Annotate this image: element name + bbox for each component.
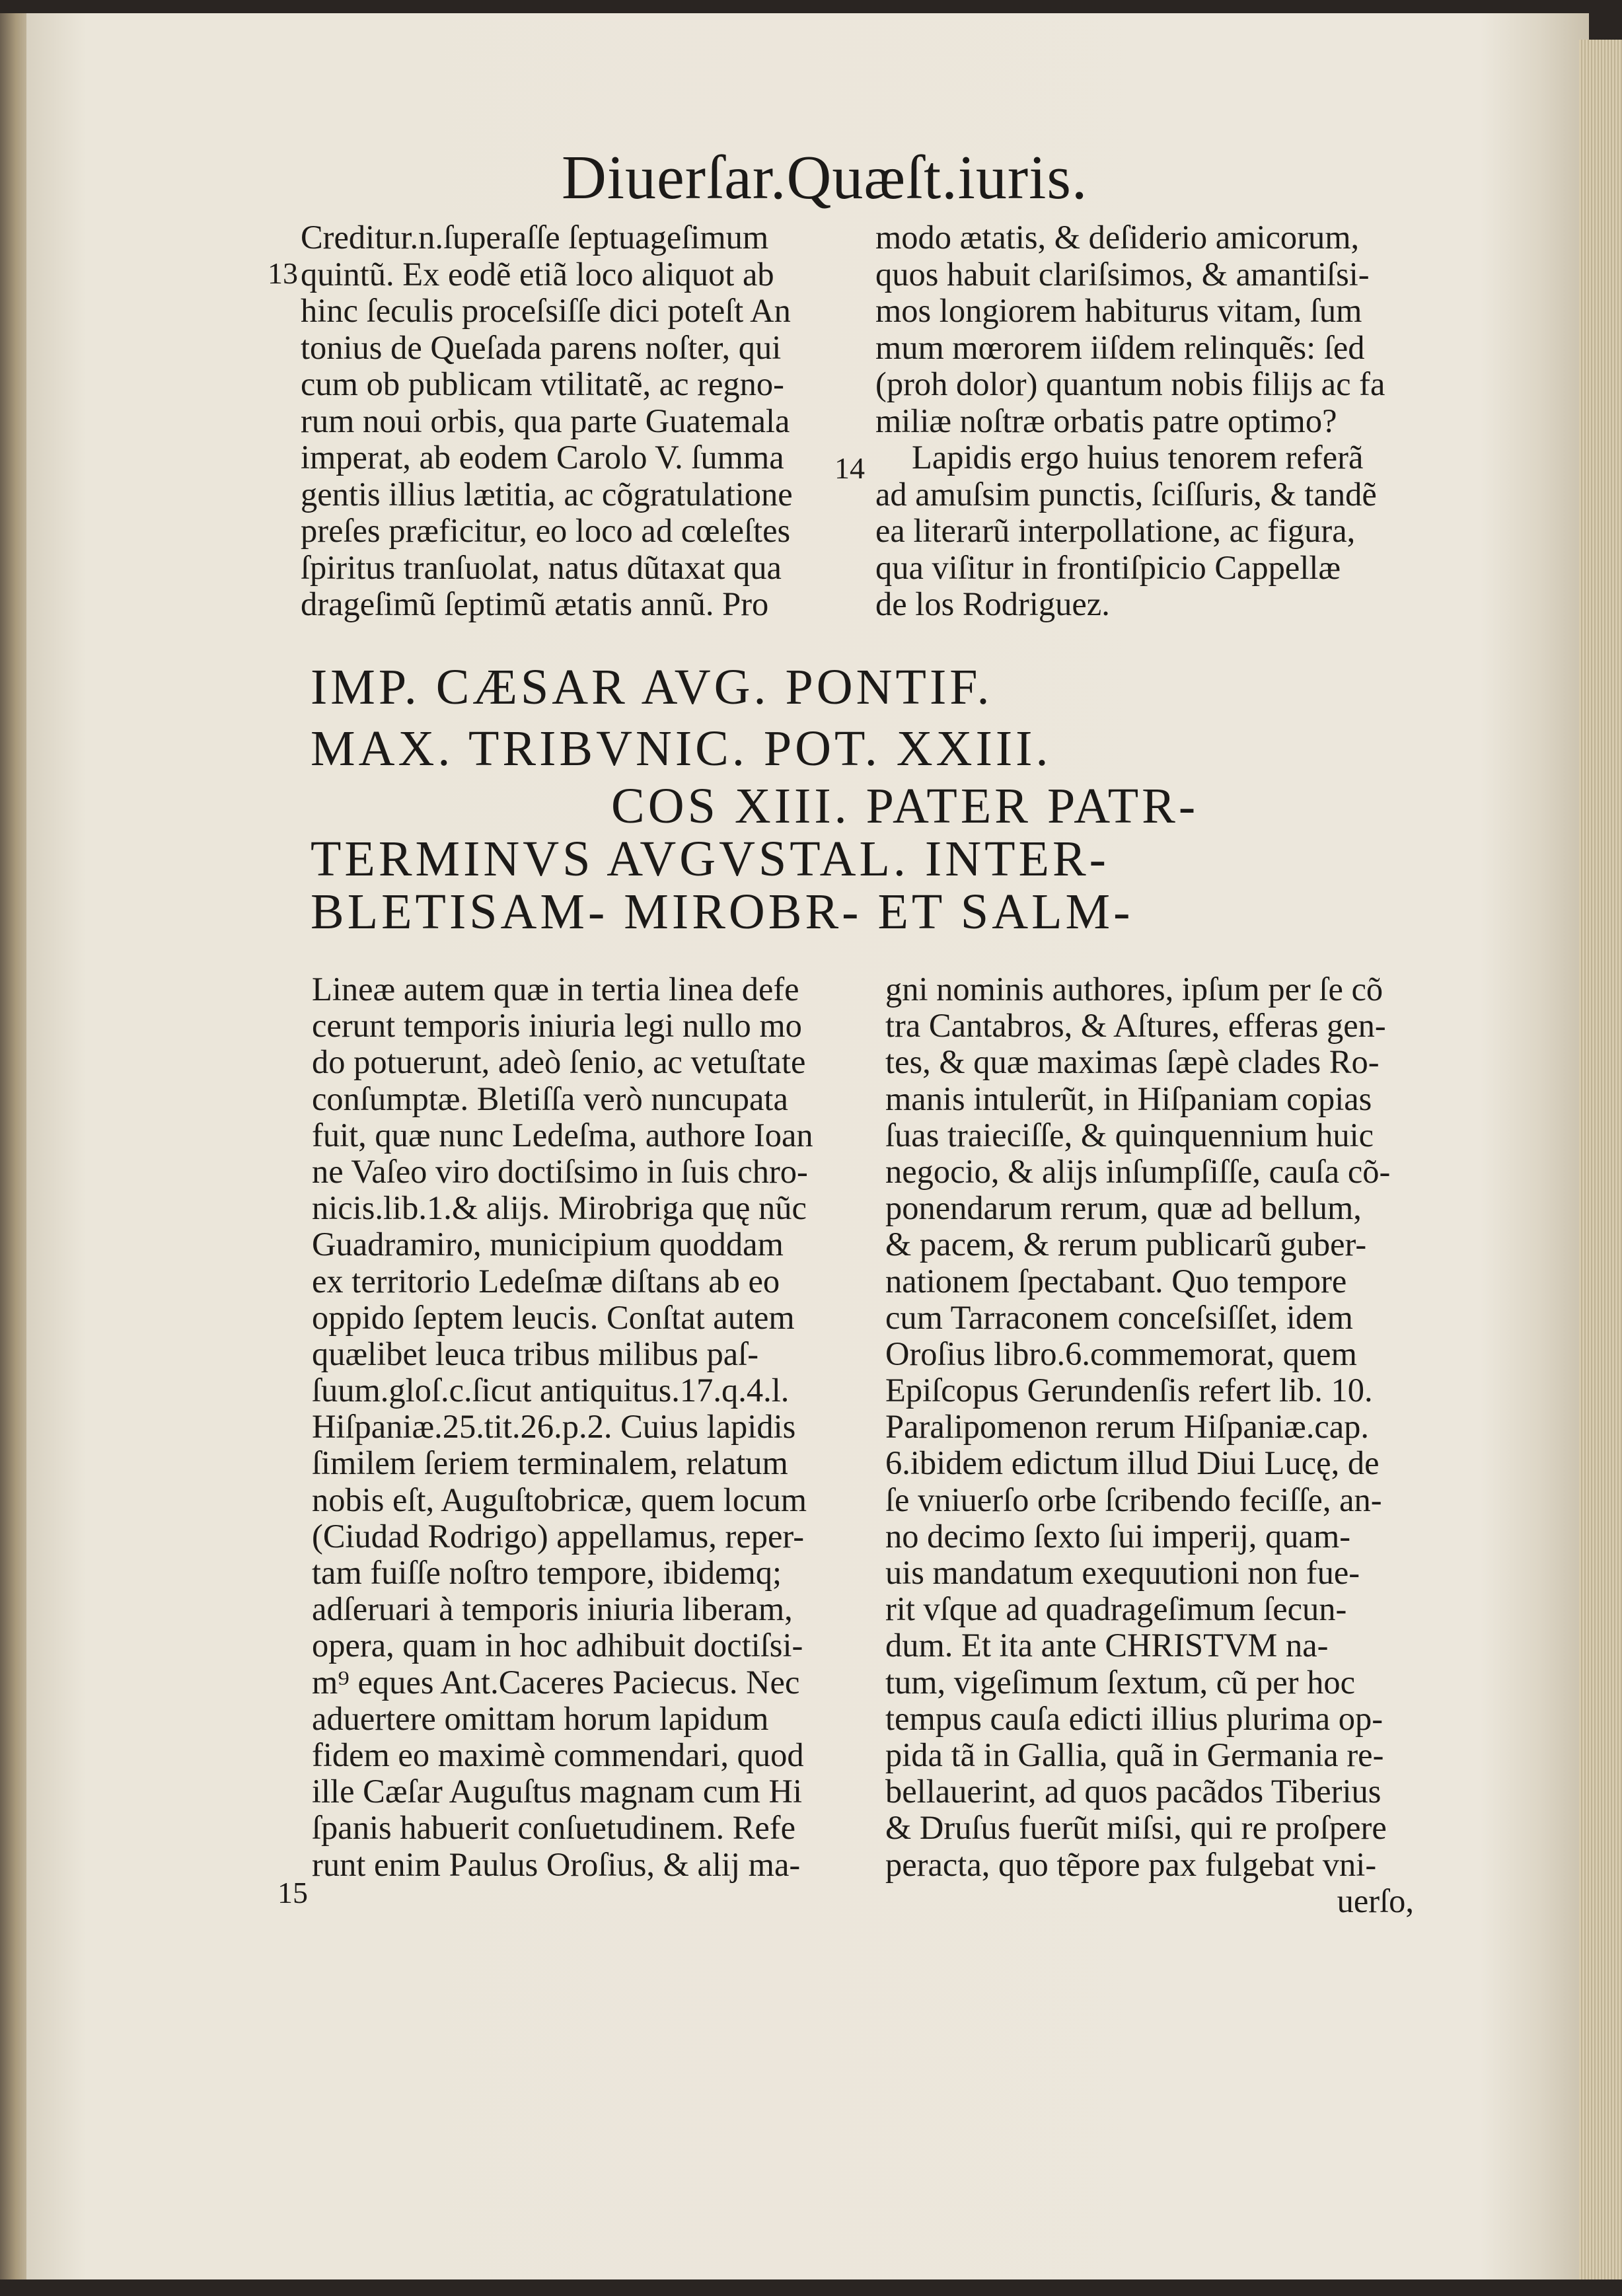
margin-number: 13 [268,256,298,290]
text-line: conſumptæ. Bletiſſa verò nuncupata [312,1080,788,1117]
upper-left-column [301,219,793,623]
text-line: tempus cauſa edicti illius plurima op- [885,1699,1383,1737]
text-line: Creditur.n.ſuperaſſe ſeptuageſimum [301,219,769,256]
inscription-line: COS XIII. PATER PATR- [611,778,1199,834]
text-line: (Ciudad Rodrigo) appellamus, reper- [312,1517,805,1555]
text-line: oppido ſeptem leucis. Conſtat autem [312,1298,795,1336]
text-line: & pacem, & rerum publicarũ guber- [885,1226,1367,1263]
text-line: opera, quam in hoc adhibuit doctiſsi- [312,1627,803,1664]
text-line: ſpiritus tranſuolat, natus dũtaxat qua [301,548,782,586]
text-line: cerunt temporis iniuria legi nullo mo [312,1007,802,1045]
text-line: m⁹ eques Ant.Caceres Paciecus. Nec [312,1663,800,1701]
text-line: rit vſque ad quadrageſimum ſecun- [885,1590,1347,1628]
text-line: & Druſus fuerũt miſsi, qui re proſpere [885,1809,1387,1847]
text-line: ſuum.gloſ.c.ſicut antiquitus.17.q.4.l. [312,1372,790,1409]
text-line: imperat, ab eodem Carolo V. ſumma [301,439,784,476]
text-line: Epiſcopus Gerundenſis refert lib. 10. [885,1372,1373,1409]
text-line: quælibet leuca tribus milibus paſ- [312,1335,759,1372]
text-line: quos habuit clariſsimos, & amantiſsi- [875,255,1370,293]
text-line: nationem ſpectabant. Quo tempore [885,1262,1347,1300]
text-line: Hiſpaniæ.25.tit.26.p.2. Cuius lapidis [312,1408,796,1446]
text-line: adſeruari à temporis iniuria liberam, [312,1590,793,1628]
text-line: preſes præficitur, eo loco ad cœleſtes [301,512,791,549]
text-line: manis intulerũt, in Hiſpaniam copias [885,1080,1372,1117]
inscription-line: IMP. CÆSAR AVG. PONTIF. [311,659,993,715]
text-line: ea literarũ interpollatione, ac figura, [875,512,1356,549]
text-line: fuit, quæ nunc Ledeſma, authore Ioan [312,1116,813,1154]
text-line: Lapidis ergo huius tenorem referã [912,439,1364,476]
text-line: hinc ſeculis proceſsiſſe dici poteſt An [301,292,791,329]
margin-number: 15 [277,1876,308,1909]
text-line: Guadramiro, municipium quoddam [312,1226,784,1263]
text-line: tes, & quæ maximas ſæpè clades Ro- [885,1043,1380,1081]
text-line: ille Cæſar Auguſtus magnam cum Hi [312,1773,802,1810]
text-line: tra Cantabros, & Aſtures, efferas gen- [885,1007,1386,1045]
inscription-line: MAX. TRIBVNIC. POT. XXIII. [311,721,1052,776]
text-line: mos longiorem habiturus vitam, ſum [875,292,1362,329]
text-line: nicis.lib.1.& alijs. Mirobriga quę nũc [312,1189,807,1227]
text-line: aduertere omittam horum lapidum [312,1699,769,1737]
text-line: rum noui orbis, qua parte Guatemala [301,402,790,439]
text-line: Lineæ autem quæ in tertia linea defe [312,971,799,1008]
text-line: mum mœrorem iiſdem relinquẽs: ſed [875,328,1365,366]
margin-number: 14 [834,451,865,485]
text-line: peracta, quo tẽpore pax fulgebat vni- [885,1845,1377,1883]
text-line: gentis illius lætitia, ac cõgratulatione [301,475,793,513]
inscription-line: TERMINVS AVGVSTAL. INTER- [311,831,1109,887]
text-line: nobis eſt, Auguſtobricæ, quem locum [312,1481,807,1518]
text-line: (proh dolor) quantum nobis filijs ac fa [875,365,1385,402]
text-line: cum Tarraconem conceſsiſſet, idem [885,1298,1353,1336]
lower-right-column [885,971,1414,1919]
lower-left-column [312,971,813,1883]
text-line: pida tã in Gallia, quã in Germania re- [885,1736,1384,1773]
text-line: bellauerint, ad quos pacãdos Tiberius [885,1773,1382,1810]
text-line: fidem eo maximè commendari, quod [312,1736,804,1773]
text-line: Paralipomenon rerum Hiſpaniæ.cap. [885,1408,1370,1446]
text-line: de los Rodriguez. [875,585,1110,622]
text-line: negocio, & alijs inſumpſiſſe, cauſa cõ- [885,1152,1391,1190]
text-line: ne Vaſeo viro doctiſsimo in ſuis chro- [312,1152,808,1190]
text-line: drageſimũ ſeptimũ ætatis annũ. Pro [301,585,769,622]
text-line: uerſo, [1337,1882,1414,1919]
text-line: quintũ. Ex eodẽ etiã loco aliquot ab [301,255,774,293]
text-line: tam fuiſſe noſtro tempore, ibidemq; [312,1554,782,1591]
text-line: ſpanis habuerit conſuetudinem. Refe [312,1809,796,1847]
page-fore-edge [1579,40,1622,2279]
text-line: dum. Et ita ante CHRISTVM na- [885,1627,1329,1664]
text-line: miliæ noſtræ orbatis patre optimo? [875,402,1337,439]
text-line: gni nominis authores, ipſum per ſe cõ [885,971,1383,1008]
text-line: cum ob publicam vtilitatẽ, ac regno- [301,365,785,402]
text-line: no decimo ſexto ſui imperij, quam- [885,1517,1351,1555]
text-line: tonius de Queſada parens noſter, qui [301,328,782,366]
text-line: ſe vniuerſo orbe ſcribendo feciſſe, an- [885,1481,1382,1518]
text-line: modo ætatis, & deſiderio amicorum, [875,219,1360,256]
text-line: ſimilem ſeriem terminalem, relatum [312,1444,788,1482]
text-line: runt enim Paulus Oroſius, & alij ma- [312,1845,801,1883]
text-line: do potuerunt, adeò ſenio, ac vetuſtate [312,1043,806,1081]
text-line: tum, vigeſimum ſextum, cũ per hoc [885,1663,1356,1701]
text-line: Oroſius libro.6.commemorat, quem [885,1335,1357,1372]
text-line: ſuas traieciſſe, & quinquennium huic [885,1116,1374,1154]
text-line: ad amuſsim punctis, ſciſſuris, & tandẽ [875,475,1377,513]
text-line: 6.ibidem edictum illud Diui Lucę, de [885,1444,1380,1482]
running-head: Diuerſar.Quæſt.iuris. [562,143,1088,212]
inscription-line: BLETISAM- MIROBR- ET SALM- [311,884,1134,940]
upper-right-column [875,219,1385,623]
text-line: ex territorio Ledeſmæ diſtans ab eo [312,1262,780,1300]
text-line: ponendarum rerum, quæ ad bellum, [885,1189,1362,1227]
text-line: uis mandatum exequutioni non fue- [885,1554,1360,1591]
text-line: qua viſitur in frontiſpicio Cappellæ [875,548,1341,586]
